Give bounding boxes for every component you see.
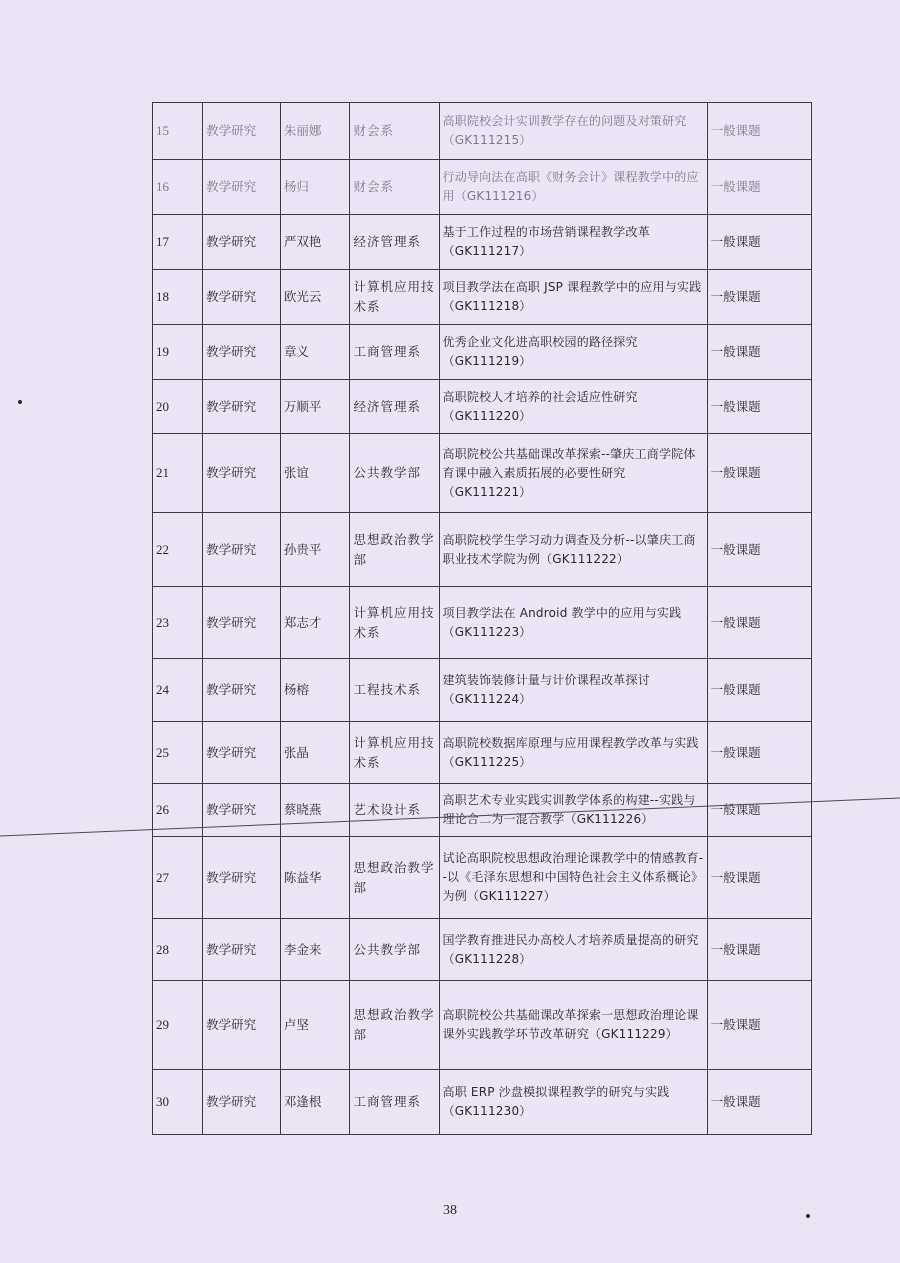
project-title: 高职院校数据库原理与应用课程教学改革与实践（GK111225）	[439, 722, 707, 784]
department: 公共教学部	[350, 919, 439, 981]
research-category: 教学研究	[203, 659, 281, 722]
project-title: 高职 ERP 沙盘模拟课程教学的研究与实践（GK111230）	[439, 1070, 707, 1135]
department: 工商管理系	[350, 1070, 439, 1135]
row-number: 27	[153, 837, 203, 919]
research-category: 教学研究	[203, 380, 281, 434]
table-row	[153, 981, 812, 1070]
row-number: 22	[153, 513, 203, 587]
department: 思想政治教学部	[350, 513, 439, 587]
researcher-name: 章义	[280, 325, 350, 380]
research-category: 教学研究	[203, 981, 281, 1070]
research-category: 教学研究	[203, 587, 281, 659]
row-number: 30	[153, 1070, 203, 1135]
research-category: 教学研究	[203, 270, 281, 325]
project-level: 一般课题	[707, 434, 811, 513]
research-category: 教学研究	[203, 837, 281, 919]
research-category: 教学研究	[203, 434, 281, 513]
researcher-name: 李金来	[280, 919, 350, 981]
project-table-body	[153, 103, 812, 1135]
researcher-name: 欧光云	[280, 270, 350, 325]
row-number: 20	[153, 380, 203, 434]
project-level: 一般课题	[707, 103, 811, 160]
row-number: 16	[153, 160, 203, 215]
row-number: 15	[153, 103, 203, 160]
project-level: 一般课题	[707, 270, 811, 325]
department: 财会系	[350, 103, 439, 160]
scan-speck	[18, 400, 22, 404]
row-number: 17	[153, 215, 203, 270]
table-row	[153, 270, 812, 325]
project-title: 高职院校人才培养的社会适应性研究（GK111220）	[439, 380, 707, 434]
researcher-name: 朱丽娜	[280, 103, 350, 160]
row-number: 24	[153, 659, 203, 722]
research-category: 教学研究	[203, 919, 281, 981]
table-row	[153, 325, 812, 380]
table-row	[153, 103, 812, 160]
department: 计算机应用技术系	[350, 722, 439, 784]
project-level: 一般课题	[707, 325, 811, 380]
project-level: 一般课题	[707, 513, 811, 587]
department: 经济管理系	[350, 380, 439, 434]
department: 思想政治教学部	[350, 837, 439, 919]
project-level: 一般课题	[707, 380, 811, 434]
department: 工商管理系	[350, 325, 439, 380]
table-row	[153, 513, 812, 587]
table-row	[153, 434, 812, 513]
researcher-name: 孙贵平	[280, 513, 350, 587]
research-category: 教学研究	[203, 784, 281, 837]
research-category: 教学研究	[203, 1070, 281, 1135]
researcher-name: 张谊	[280, 434, 350, 513]
project-level: 一般课题	[707, 722, 811, 784]
research-category: 教学研究	[203, 160, 281, 215]
project-title: 行动导向法在高职《财务会计》课程教学中的应用（GK111216）	[439, 160, 707, 215]
researcher-name: 张晶	[280, 722, 350, 784]
table-row	[153, 659, 812, 722]
project-title: 建筑装饰装修计量与计价课程改革探讨（GK111224）	[439, 659, 707, 722]
department: 公共教学部	[350, 434, 439, 513]
department: 思想政治教学部	[350, 981, 439, 1070]
row-number: 19	[153, 325, 203, 380]
project-title: 试论高职院校思想政治理论课教学中的情感教育--以《毛泽东思想和中国特色社会主义体系概论》为例（GK111227）	[439, 837, 707, 919]
department: 经济管理系	[350, 215, 439, 270]
project-title: 高职院校会计实训教学存在的问题及对策研究（GK111215）	[439, 103, 707, 160]
project-title: 优秀企业文化进高职校园的路径探究（GK111219）	[439, 325, 707, 380]
research-category: 教学研究	[203, 215, 281, 270]
row-number: 26	[153, 784, 203, 837]
table-row	[153, 380, 812, 434]
row-number: 28	[153, 919, 203, 981]
research-category: 教学研究	[203, 325, 281, 380]
table-row	[153, 160, 812, 215]
department: 财会系	[350, 160, 439, 215]
research-category: 教学研究	[203, 103, 281, 160]
project-level: 一般课题	[707, 919, 811, 981]
page-number: 38	[443, 1203, 457, 1218]
project-title: 高职院校公共基础课改革探索一思想政治理论课课外实践教学环节改革研究（GK111229）	[439, 981, 707, 1070]
department: 计算机应用技术系	[350, 587, 439, 659]
scan-artifact-line	[0, 768, 900, 858]
row-number: 21	[153, 434, 203, 513]
project-title: 高职艺术专业实践实训教学体系的构建--实践与理论合二为一混合教学（GK111226）	[439, 784, 707, 837]
project-title: 国学教育推进民办高校人才培养质量提高的研究（GK111228）	[439, 919, 707, 981]
department: 艺术设计系	[350, 784, 439, 837]
researcher-name: 严双艳	[280, 215, 350, 270]
table-row	[153, 1070, 812, 1135]
row-number: 29	[153, 981, 203, 1070]
project-level: 一般课题	[707, 215, 811, 270]
project-title: 项目教学法在高职 JSP 课程教学中的应用与实践（GK111218）	[439, 270, 707, 325]
table-row	[153, 215, 812, 270]
project-level: 一般课题	[707, 784, 811, 837]
project-title: 高职院校公共基础课改革探索--肇庆工商学院体育课中融入素质拓展的必要性研究（GK111221）	[439, 434, 707, 513]
researcher-name: 邓逢根	[280, 1070, 350, 1135]
researcher-name: 杨榕	[280, 659, 350, 722]
project-level: 一般课题	[707, 981, 811, 1070]
researcher-name: 卢坚	[280, 981, 350, 1070]
project-level: 一般课题	[707, 1070, 811, 1135]
project-title: 基于工作过程的市场营销课程教学改革（GK111217）	[439, 215, 707, 270]
researcher-name: 杨归	[280, 160, 350, 215]
project-level: 一般课题	[707, 160, 811, 215]
row-number: 25	[153, 722, 203, 784]
researcher-name: 陈益华	[280, 837, 350, 919]
project-level: 一般课题	[707, 659, 811, 722]
project-title: 高职院校学生学习动力调查及分析--以肇庆工商职业技术学院为例（GK111222）	[439, 513, 707, 587]
department: 工程技术系	[350, 659, 439, 722]
row-number: 18	[153, 270, 203, 325]
table-row	[153, 587, 812, 659]
project-table	[152, 102, 812, 1135]
research-category: 教学研究	[203, 722, 281, 784]
researcher-name: 蔡晓燕	[280, 784, 350, 837]
project-level: 一般课题	[707, 837, 811, 919]
researcher-name: 万顺平	[280, 380, 350, 434]
researcher-name: 郑志才	[280, 587, 350, 659]
table-row	[153, 919, 812, 981]
project-level: 一般课题	[707, 587, 811, 659]
row-number: 23	[153, 587, 203, 659]
research-category: 教学研究	[203, 513, 281, 587]
project-title: 项目教学法在 Android 教学中的应用与实践（GK111223）	[439, 587, 707, 659]
department: 计算机应用技术系	[350, 270, 439, 325]
